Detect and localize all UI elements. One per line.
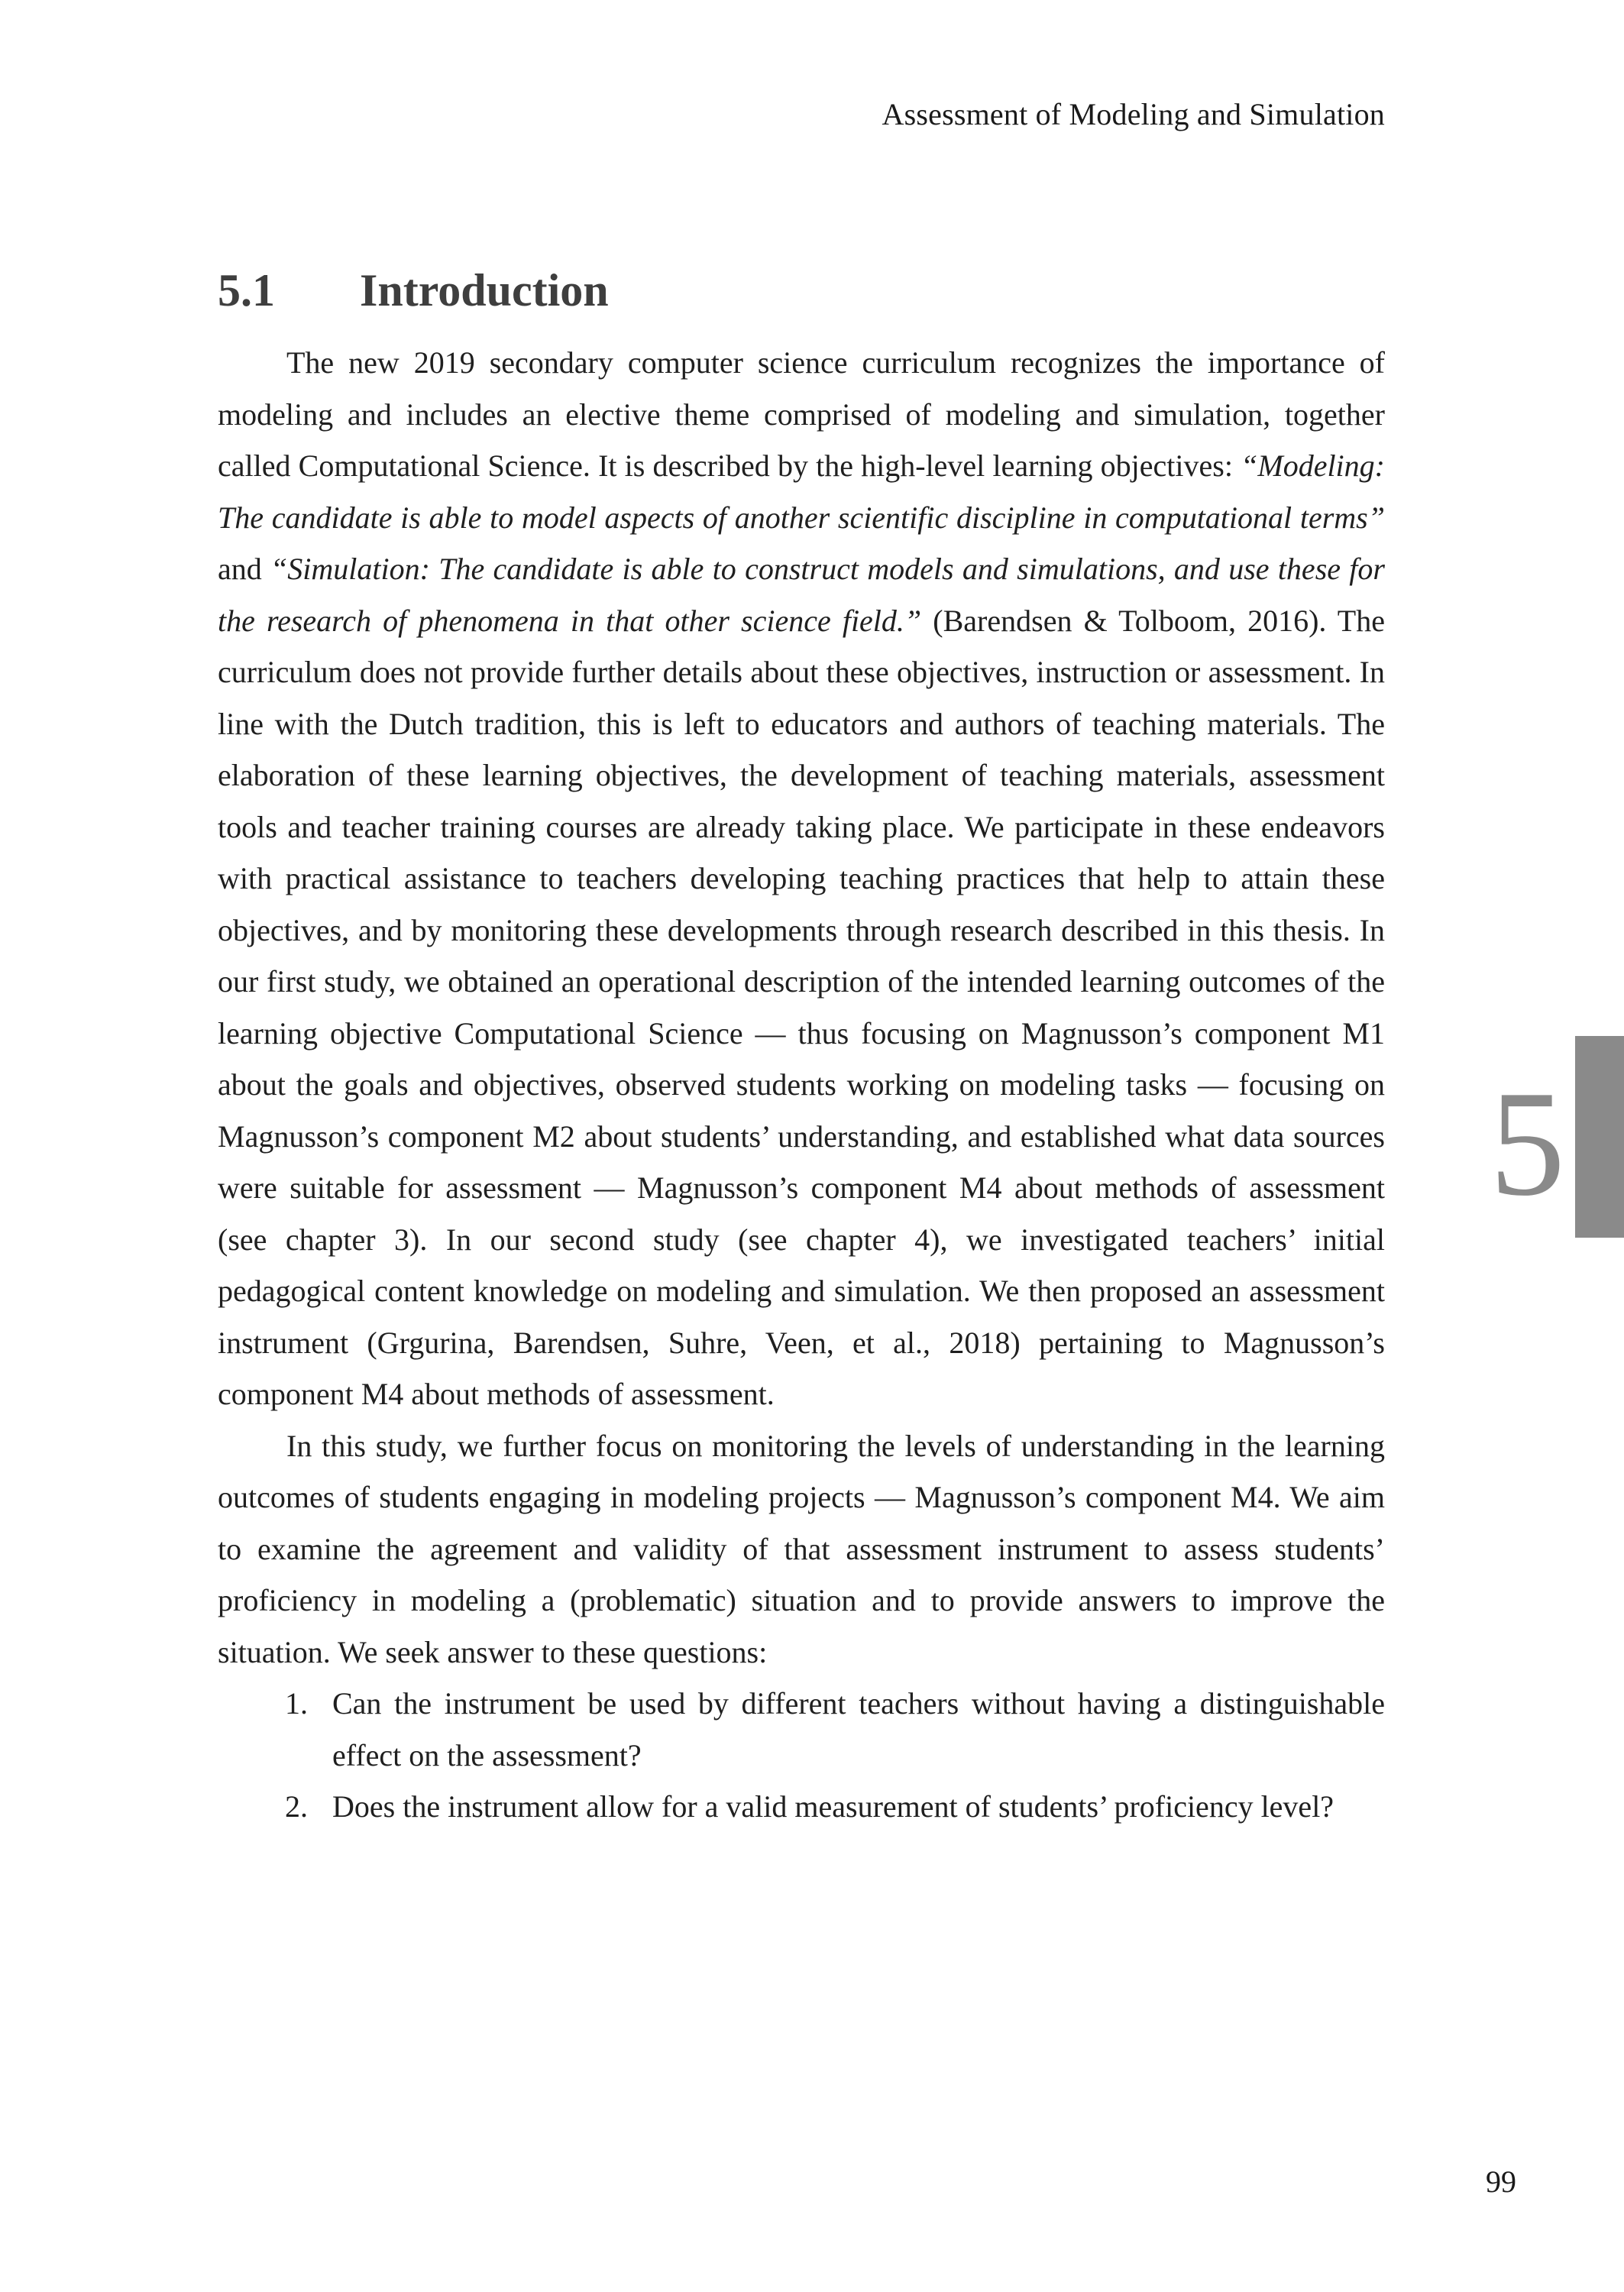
list-item <box>218 1678 1385 1781</box>
italic-text-run: “Modeling: The candidate is able to model aspects of another scientific discipline in computational terms” <box>218 448 1385 535</box>
research-questions-list <box>218 1678 1385 1833</box>
text-run: The new 2019 secondary computer science curriculum recognizes the importance of modeling and includes an elective theme comprised of modeling and simulation, together called Computational Science. It is described by the high-level learning objectives: <box>218 345 1385 483</box>
body-text <box>218 337 1385 1833</box>
section-title: Introduction <box>360 264 609 316</box>
section-heading <box>218 264 609 317</box>
list-item-text: Can the instrument be used by different teachers without having a distinguishable effect on the assessment? <box>332 1686 1385 1772</box>
page-number: 99 <box>1486 2164 1516 2199</box>
list-item <box>218 1781 1385 1833</box>
running-header: Assessment of Modeling and Simulation <box>882 97 1385 131</box>
chapter-tab-bar <box>1575 1036 1624 1238</box>
paragraph <box>218 337 1385 1420</box>
text-run: and <box>218 552 271 586</box>
list-item-number: 2. <box>285 1789 308 1824</box>
italic-text-run: “Simulation: The candidate is able to construct models and simulations, and use these for the research of phenomena in that other science field.” <box>218 552 1385 638</box>
text-run: (Barendsen & Tolboom, 2016). The curriculum does not provide further details about these objectives, instruction or assessment. In line with the Dutch tradition, this is left to educators and authors of teaching materials. The elaboration of these learning objectives, the development of teaching materials, assessment tools and teacher training courses are already taking place. We participate in these endeavors with practical assistance to teachers developing teaching practices that help to attain these objectives, and by monitoring these developments through research described in this thesis. In our first study, we obtained an operational description of the intended learning outcomes of the learning objective Computational Science — thus focusing on Magnusson’s component M1 about the goals and objectives, observed students working on modeling tasks — focusing on Magnusson’s component M2 about students’ understanding, and established what data sources were suitable for assessment — Magnusson’s component M4 about methods of assessment (see chapter 3). In our second study (see chapter 4), we investigated teachers’ initial pedagogical content knowledge on modeling and simulation. We then proposed an assessment instrument (Grgurina, Barendsen, Suhre, Veen, et al., 2018) pertaining to Magnusson’s component M4 about methods of assessment. <box>218 603 1385 1411</box>
list-item-text: Does the instrument allow for a valid measurement of students’ proficiency level? <box>332 1789 1334 1824</box>
paragraph <box>218 1420 1385 1679</box>
text-run: In this study, we further focus on monitoring the levels of understanding in the learning outcomes of students engaging in modeling projects — Magnusson’s component M4. We aim to examine the agreement and validity of that assessment instrument to assess students’ proficiency in modeling a (problematic) situation and to provide answers to improve the situation. We seek answer to these questions: <box>218 1428 1385 1669</box>
chapter-number: 5 <box>1490 1060 1565 1227</box>
section-number: 5.1 <box>218 264 275 316</box>
list-item-number: 1. <box>285 1686 308 1721</box>
